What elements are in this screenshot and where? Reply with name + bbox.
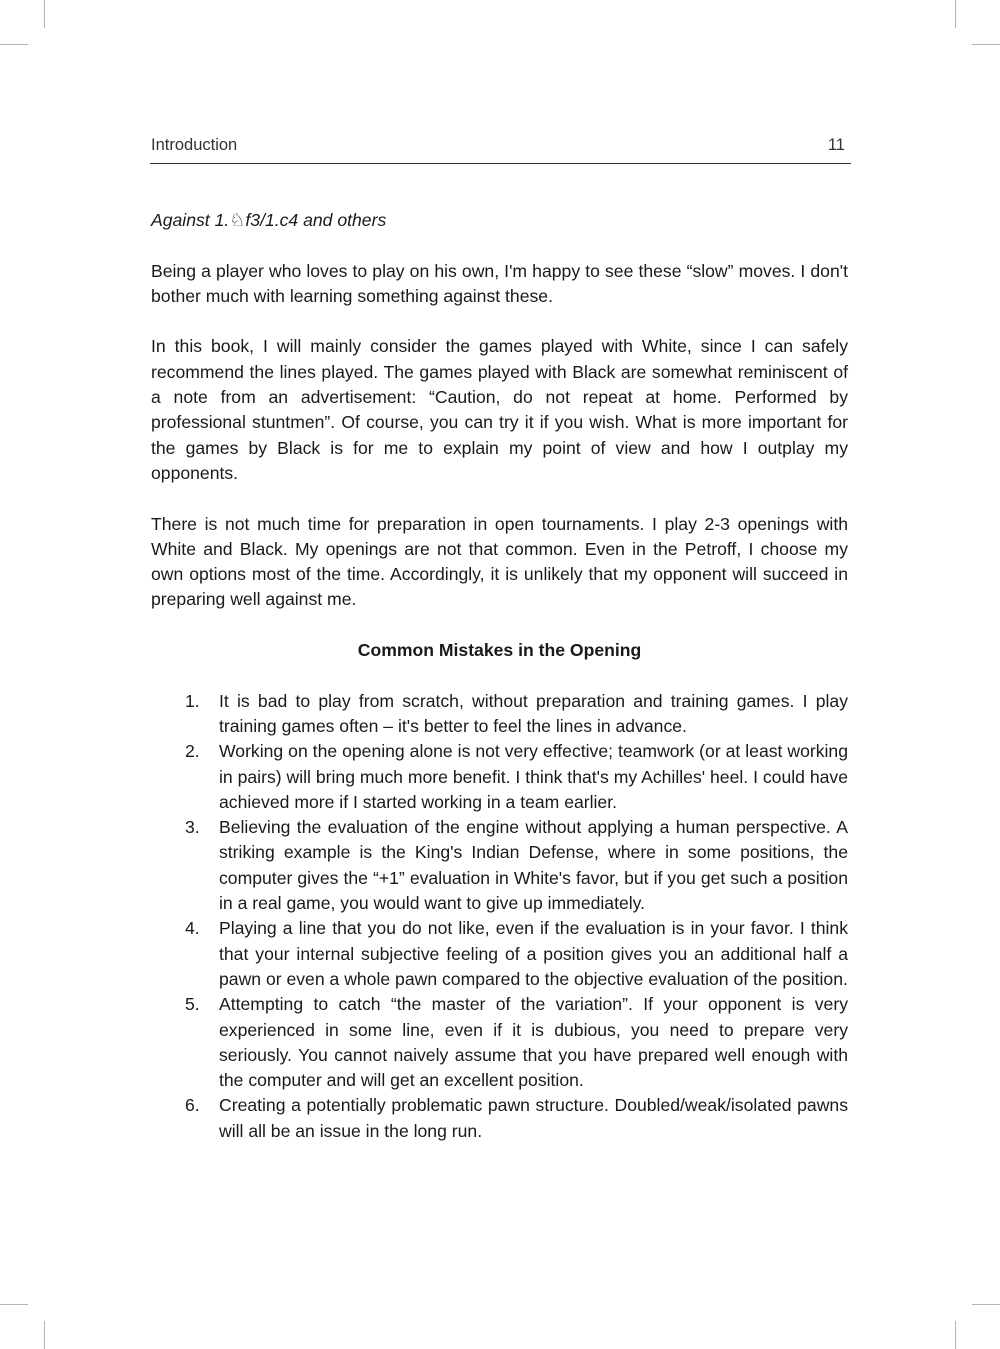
crop-mark-bottom-right <box>955 1321 956 1349</box>
paragraph: There is not much time for preparation in open tournaments. I play 2-3 openings with White and Black. My openings are not that common. Even in the Petroff, I choose my own options most of the time. Accordingly, it is unlikely that my opponent will succeed in preparing well against me. <box>151 513 848 610</box>
list-item-number: 6. <box>185 1095 200 1116</box>
list-item <box>151 916 848 992</box>
list-item-text: Working on the opening alone is not very effective; teamwork (or at least working in pairs) will bring much more benefit. I think that's my Achilles' heel. I could have achieved more if I started working in a team earlier. <box>219 741 848 812</box>
knight-icon: ♘ <box>229 210 246 231</box>
mistakes-list <box>151 689 848 1144</box>
list-item-text: Playing a line that you do not like, even if the evaluation is in your favor. I think that your internal subjective feeling of a position gives you an additional half a pawn or even a whole pawn compared to the objective evaluation of the position. <box>219 918 848 989</box>
subheading-suffix: f3/1.c4 and others <box>245 210 387 230</box>
crop-mark-bottom-right-horizontal <box>972 1304 1000 1305</box>
list-item-text: It is bad to play from scratch, without preparation and training games. I play training games often – it's better to feel the lines in advance. <box>219 690 848 736</box>
running-head <box>151 136 851 158</box>
section-title: Common Mistakes in the Opening <box>357 640 642 661</box>
crop-mark-top-left <box>44 0 45 28</box>
list-item <box>151 992 848 1093</box>
running-title: Introduction <box>151 136 238 154</box>
crop-mark-top-right-horizontal <box>972 44 1000 45</box>
page-body <box>151 208 848 1144</box>
list-item-number: 3. <box>185 817 200 838</box>
paragraph: In this book, I will mainly consider the games played with White, since I can safely recommend the lines played. The games played with Black are somewhat reminiscent of a note from an advertisement: “Caution, do not repeat at home. Performed by professional stuntmen”. Of course, you can try it if you wish. What is more important for the games by Black is for me to explain my point of view and how I outplay my opponents. <box>151 336 848 483</box>
paragraph: Being a player who loves to play on his own, I'm happy to see these “slow” moves. I don't bother much with learning something against these. <box>151 260 848 306</box>
crop-mark-top-right <box>955 0 956 28</box>
list-item-number: 2. <box>185 741 200 762</box>
list-item-text: Creating a potentially problematic pawn structure. Doubled/weak/isolated pawns will all be an issue in the long run. <box>219 1095 848 1141</box>
list-item-number: 1. <box>185 690 200 711</box>
subheading <box>151 208 848 233</box>
list-item-number: 4. <box>185 918 200 939</box>
list-item-text: Attempting to catch “the master of the variation”. If your opponent is very experienced in some line, even if it is dubious, you need to prepare very seriously. You cannot naively assume that you have prepared well enough with the computer and will get an excellent position. <box>219 994 848 1091</box>
list-item <box>151 1093 848 1144</box>
crop-mark-top-left-horizontal <box>0 44 28 45</box>
list-item <box>151 689 848 740</box>
crop-mark-bottom-left-horizontal <box>0 1304 28 1305</box>
subheading-prefix: Against 1. <box>151 210 230 230</box>
crop-mark-bottom-left <box>44 1321 45 1349</box>
list-item <box>151 815 848 916</box>
list-item-number: 5. <box>185 994 200 1015</box>
list-item <box>151 739 848 815</box>
header-rule <box>150 163 851 164</box>
page-number: 11 <box>827 136 845 154</box>
list-item-text: Believing the evaluation of the engine without applying a human perspective. A striking example is the King's Indian Defense, where in some positions, the computer gives the “+1” evaluation in White's favor, but if you get such a position in a real game, you would want to give up immediately. <box>219 817 848 914</box>
